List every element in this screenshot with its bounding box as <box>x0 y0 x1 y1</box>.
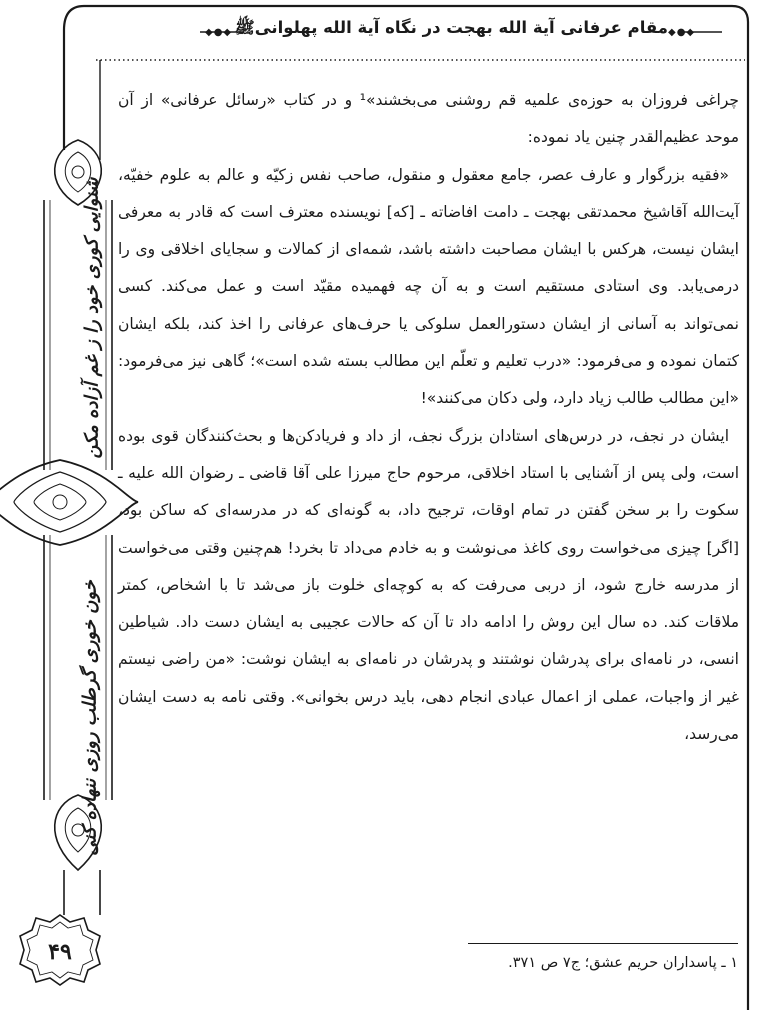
running-header-title: مقام عرفانی آیة الله بهجت در نگاه آیة الله پهلوانیﷺ <box>234 18 668 37</box>
body-text <box>118 82 739 753</box>
page-number: ۴۹ <box>48 939 72 965</box>
header-ornament-right: ◆●◆ <box>668 27 696 38</box>
paragraph: ایشان در نجف، در درس‌های استادان بزرگ نجف، از داد و فریادکن‌ها و بحث‌کنندگان قوی بوده است، ولی پس از آشنایی با استاد اخلاقی، مرحوم حاج میرزا علی آقا قاضی ـ رضوان الله علیه ـ سکوت را بر سخن گفتن در تمام اوقات، ترجیح داد، به گونه‌ای که در مدرسه‌ای که ساکن بود، [اگر] چیزی می‌خواست روی کاغذ می‌نوشت و به خادم می‌داد تا بخرد! هم‌چنین وقتی می‌خواست از مدرسه خارج شود، از دربی می‌رفت که به کوچه‌ای خلوت باز می‌شد تا با اشخاص، کمتر ملاقات کند. ده سال این روش را ادامه داد تا آن که حالات عجیبی به ایشان دست داد. شیاطین انسی، در نامه‌ای برای پدرشان نوشتند و پدرشان در نامه‌ای به ایشان نوشت: «من راضی نیستم غیر از واجبات، عملی از اعمال عبادی انجام دهی، باید درس بخوانی». وقتی نامه به دست ایشان می‌رسد، <box>118 426 739 744</box>
sidebar-slogan-top: شنوایی کوری خود را ز غم آزاده مکن <box>81 177 103 459</box>
paragraph: «فقیه بزرگوار و عارف عصر، جامع معقول و منقول، صاحب نفس زکیّه و عالم به علوم خفیّه، آیت‌الله آقاشیخ محمدتقی بهجت ـ دامت افاضاته ـ [که] نویسنده معترف است که قادر به معرفی ایشان نیست، هرکس با ایشان مصاحبت داشته باشد، شمه‌ای از کمالات و سجایای اخلاقی وی را درمی‌یابد. وی استادی مستقیم است و به آن چه فهمیده مقیّد است و عمل می‌کند. کسی نمی‌تواند به آسانی از ایشان دستورالعمل سلوکی یا حرف‌های عرفانی را اخذ کند، بلکه ایشان کتمان نموده و می‌فرمود: «درب تعلیم و تعلّم این مطالب بسته شده است»؛ گاهی نیز می‌فرمود: «این مطالب طالب زیاد دارد، ولی دکان می‌کنند»! <box>118 165 739 408</box>
paragraph: چراغی فروزان به حوزه‌ی علمیه قم روشنی می‌بخشند»¹ و در کتاب «رسائل عرفانی» از آن موحد عظیم‌القدر چنین یاد نموده: <box>118 91 739 147</box>
sidebar-slogan-bottom: خون خوری گرطلب روزی ننهاده کنی <box>79 580 101 856</box>
header-ornament-left: ◆●◆ <box>205 27 233 38</box>
footnote: ۱ ـ پاسداران حریم عشق؛ ج۷ ص ۳۷۱. <box>508 955 738 971</box>
footnote-divider <box>468 943 738 944</box>
